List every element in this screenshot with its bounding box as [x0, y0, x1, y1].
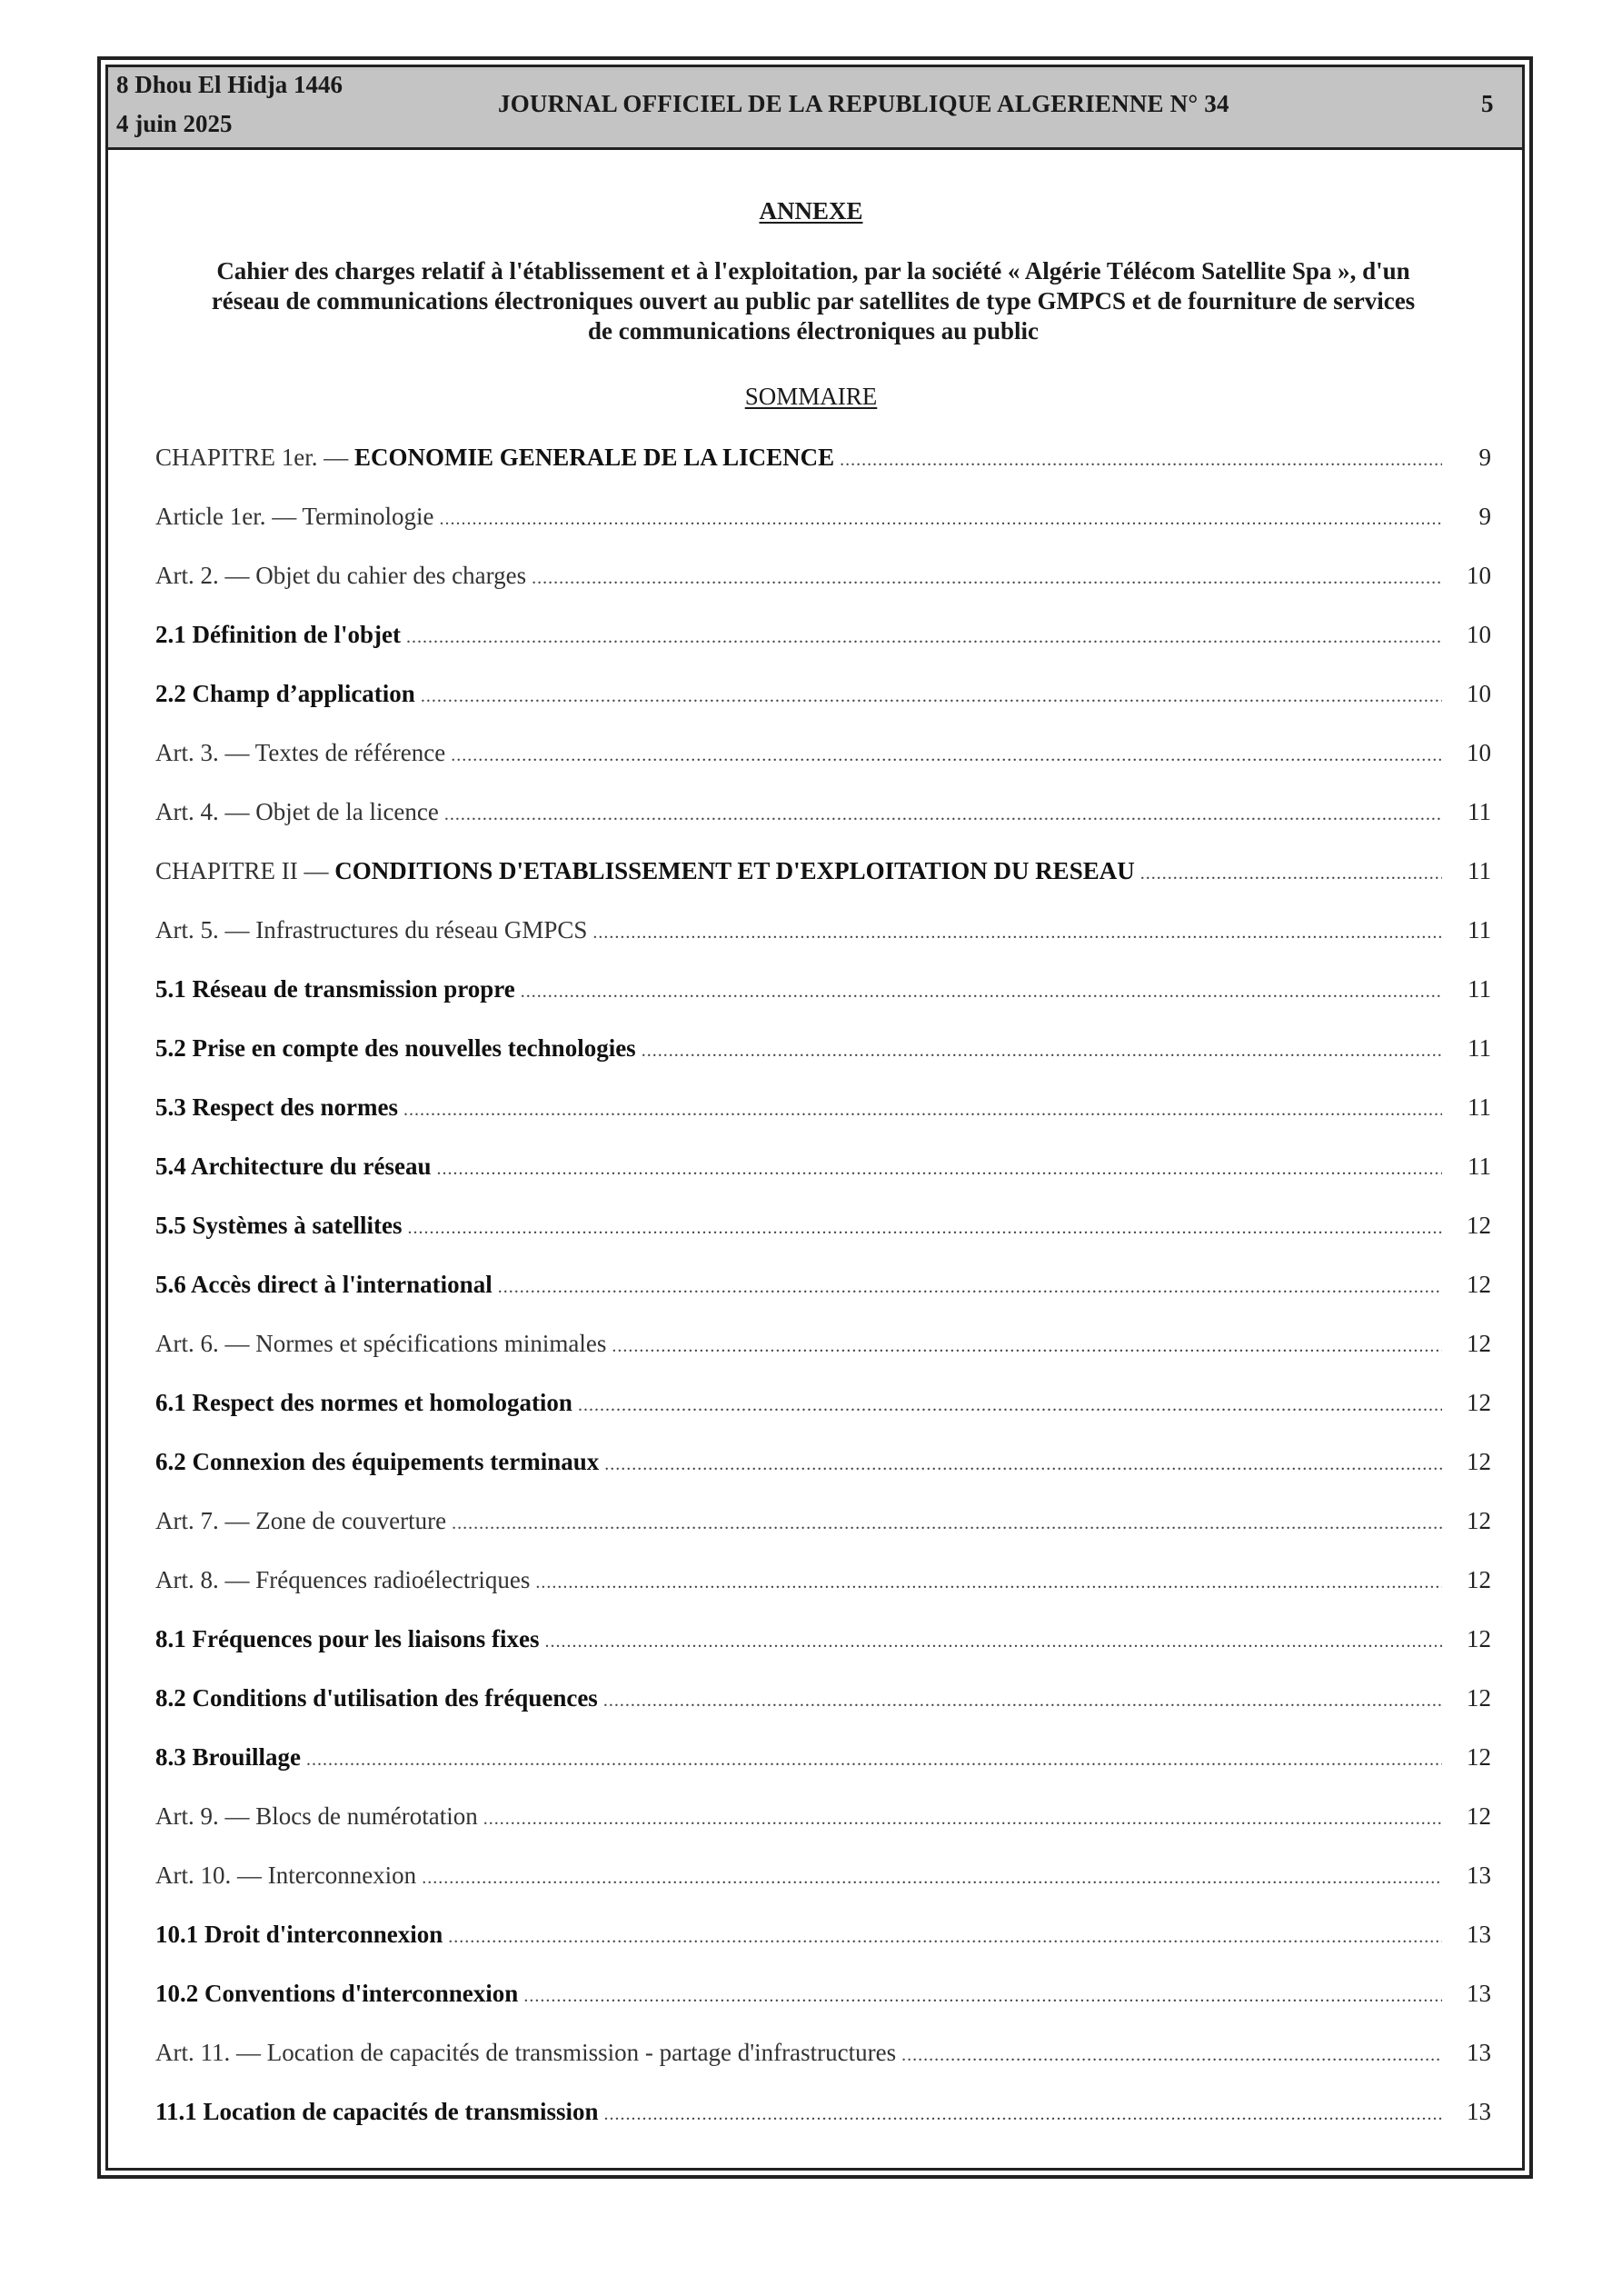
toc-leader-dots [532, 568, 1442, 589]
sommaire-heading: SOMMAIRE [744, 383, 878, 410]
toc-entry [155, 798, 1491, 834]
toc-entry-page: 10 [1467, 621, 1491, 648]
toc-entry-page: 11 [1468, 1093, 1491, 1121]
toc-entry [155, 1448, 1491, 1484]
document-title-line: Cahier des charges relatif à l'établissement et à l'exploitation, par la société « Algérie Télécom Satellite Spa », d'un [216, 257, 1410, 285]
document-title-line: réseau de communications électroniques ouvert au public par satellites de type GMPCS et de fourniture de services [211, 287, 1416, 314]
toc-entry [155, 739, 1491, 775]
toc-entry [155, 1743, 1491, 1780]
toc-entry [155, 1566, 1491, 1602]
toc-entry-label: Art. 5. — Infrastructures du réseau GMPCS [155, 916, 588, 943]
toc-entry [155, 1153, 1491, 1189]
toc-entry-page: 10 [1467, 680, 1491, 707]
toc-leader-dots [422, 1868, 1442, 1889]
toc-entry [155, 1034, 1491, 1071]
header-journal-title: JOURNAL OFFICIEL DE LA REPUBLIQUE ALGERIENNE N° 34 [498, 90, 1229, 117]
toc-leader-dots [612, 1336, 1442, 1357]
toc-leader-dots [306, 1750, 1442, 1771]
toc-entry-page: 12 [1467, 1448, 1491, 1475]
toc-entry-page: 12 [1467, 1271, 1491, 1298]
document-title [136, 256, 1490, 346]
toc-entry-label: Art. 7. — Zone de couverture [155, 1507, 447, 1534]
toc-entry-page: 10 [1467, 562, 1491, 589]
toc-leader-dots [642, 1041, 1442, 1062]
toc-entry-page: 13 [1467, 1862, 1491, 1889]
toc-leader-dots [592, 923, 1442, 943]
toc-entry-prefix: CHAPITRE 1er. — [155, 444, 354, 471]
toc-leader-dots [407, 1218, 1442, 1239]
toc-entry-label: 10.2 Conventions d'interconnexion [155, 1980, 519, 2007]
toc-entry-page: 11 [1468, 857, 1491, 884]
toc-leader-dots [901, 2045, 1442, 2066]
toc-entry-page: 12 [1467, 1212, 1491, 1239]
toc-entry [155, 1212, 1491, 1248]
header-date-hijri: 8 Dhou El Hidja 1446 [116, 71, 343, 98]
toc-leader-dots [498, 1277, 1442, 1298]
toc-entry-page: 12 [1467, 1507, 1491, 1534]
toc-leader-dots [421, 686, 1442, 707]
toc-leader-dots [535, 1572, 1442, 1593]
toc-entry-page: 13 [1467, 1980, 1491, 2007]
toc-entry-label [155, 857, 1135, 885]
toc-entry-page: 12 [1467, 1743, 1491, 1771]
toc-entry-label: 5.6 Accès direct à l'international [155, 1271, 493, 1298]
toc-leader-dots [448, 1927, 1442, 1948]
toc-entry-label: 2.2 Champ d’application [155, 680, 415, 707]
toc-entry-label: 5.1 Réseau de transmission propre [155, 975, 515, 1003]
toc-entry-page: 12 [1467, 1389, 1491, 1416]
toc-entry [155, 1093, 1491, 1130]
toc-entry-label: Art. 8. — Fréquences radioélectriques [155, 1566, 531, 1593]
toc-leader-dots [406, 627, 1442, 648]
toc-entry-label: 6.1 Respect des normes et homologation [155, 1389, 572, 1416]
toc-leader-dots [1140, 863, 1442, 884]
toc-entry-title: CONDITIONS D'ETABLISSEMENT ET D'EXPLOITATION DU RESEAU [334, 857, 1135, 884]
toc-entry-label: 2.1 Définition de l'objet [155, 621, 401, 648]
toc-leader-dots [604, 2104, 1442, 2125]
toc-entry-page: 12 [1467, 1625, 1491, 1652]
toc-entry-page: 11 [1468, 1034, 1491, 1062]
toc-entry-page: 11 [1468, 1153, 1491, 1180]
toc-leader-dots [440, 509, 1442, 530]
toc-entry [155, 1802, 1491, 1839]
toc-entry [155, 444, 1491, 480]
toc-entry [155, 916, 1491, 953]
toc-entry-page: 12 [1467, 1802, 1491, 1830]
toc-entry [155, 1921, 1491, 1957]
toc-entry-label: 5.3 Respect des normes [155, 1093, 398, 1121]
toc-entry-label: Art. 4. — Objet de la licence [155, 798, 439, 825]
toc-entry-label: 5.2 Prise en compte des nouvelles technologies [155, 1034, 636, 1062]
toc-entry-prefix: CHAPITRE II — [155, 857, 335, 884]
toc-leader-dots [523, 1986, 1442, 2007]
toc-entry [155, 2039, 1491, 2075]
toc-entry [155, 1507, 1491, 1543]
toc-entry [155, 503, 1491, 539]
toc-entry-page: 13 [1467, 1921, 1491, 1948]
toc-leader-dots [444, 804, 1442, 825]
toc-leader-dots [451, 745, 1442, 766]
annexe-heading: ANNEXE [759, 197, 863, 225]
toc-entry-label: Art. 3. — Textes de référence [155, 739, 446, 766]
toc-entry-page: 13 [1467, 2039, 1491, 2066]
toc-entry-page: 9 [1478, 444, 1491, 471]
toc-leader-dots [840, 450, 1442, 471]
header-page-number: 5 [1481, 90, 1494, 117]
toc-entry [155, 857, 1491, 893]
toc-entry [155, 1271, 1491, 1307]
toc-leader-dots [578, 1395, 1442, 1416]
toc-entry-title: ECONOMIE GENERALE DE LA LICENCE [354, 444, 835, 471]
toc-entry-label [155, 444, 834, 472]
toc-entry-page: 13 [1467, 2098, 1491, 2125]
toc-leader-dots [483, 1809, 1442, 1830]
toc-entry-label: 8.1 Fréquences pour les liaisons fixes [155, 1625, 540, 1652]
toc-entry [155, 1980, 1491, 2016]
document-title-line: de communications électroniques au public [587, 317, 1040, 344]
toc-entry-label: Article 1er. — Terminologie [155, 503, 434, 530]
toc-entry [155, 1625, 1491, 1662]
toc-entry [155, 1330, 1491, 1366]
toc-entry-page: 11 [1468, 916, 1491, 943]
toc-leader-dots [452, 1513, 1442, 1534]
toc-entry-page: 12 [1467, 1566, 1491, 1593]
toc-entry [155, 1389, 1491, 1425]
toc-leader-dots [604, 1454, 1442, 1475]
toc-entry [155, 2098, 1491, 2134]
toc-leader-dots [521, 982, 1442, 1003]
toc-entry-page: 12 [1467, 1330, 1491, 1357]
toc-entry-label: Art. 11. — Location de capacités de transmission - partage d'infrastructures [155, 2039, 897, 2066]
toc-entry-page: 11 [1468, 975, 1491, 1003]
toc-entry-label: Art. 10. — Interconnexion [155, 1862, 417, 1889]
toc-entry-label: 8.2 Conditions d'utilisation des fréquences [155, 1684, 598, 1712]
header-date-gregorian: 4 juin 2025 [116, 110, 233, 137]
toc-entry-label: 5.5 Systèmes à satellites [155, 1212, 403, 1239]
toc-entry-label: 8.3 Brouillage [155, 1743, 302, 1771]
toc-entry-page: 11 [1468, 798, 1491, 825]
toc-entry-label: 11.1 Location de capacités de transmission [155, 2098, 599, 2125]
toc-leader-dots [603, 1691, 1442, 1712]
toc-entry-page: 9 [1478, 503, 1491, 530]
toc-entry-label: Art. 2. — Objet du cahier des charges [155, 562, 527, 589]
toc-leader-dots [436, 1159, 1442, 1180]
toc-entry [155, 680, 1491, 716]
toc-entry-label: 10.1 Droit d'interconnexion [155, 1921, 443, 1948]
toc-entry-label: Art. 6. — Normes et spécifications minimales [155, 1330, 607, 1357]
toc-entry [155, 621, 1491, 657]
toc-leader-dots [545, 1632, 1442, 1652]
toc-entry [155, 975, 1491, 1012]
toc-entry-page: 10 [1467, 739, 1491, 766]
toc-entry-label: 5.4 Architecture du réseau [155, 1153, 432, 1180]
toc-entry [155, 562, 1491, 598]
toc-entry-label: 6.2 Connexion des équipements terminaux [155, 1448, 600, 1475]
toc-leader-dots [403, 1100, 1442, 1121]
toc-entry [155, 1684, 1491, 1721]
toc-entry-label: Art. 9. — Blocs de numérotation [155, 1802, 478, 1830]
toc-entry-page: 12 [1467, 1684, 1491, 1712]
toc-entry [155, 1862, 1491, 1898]
